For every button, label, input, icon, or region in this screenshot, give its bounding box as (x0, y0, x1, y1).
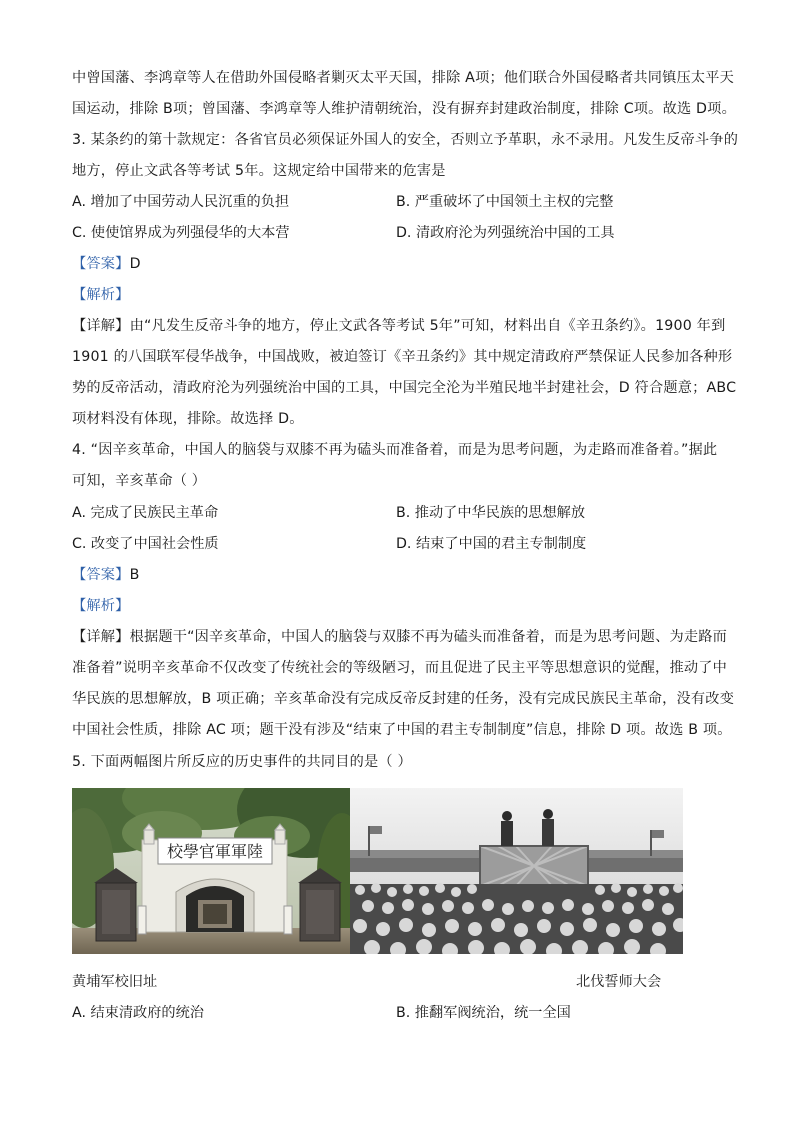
q4-stem-line-2: 可知，辛亥革命（ ） (72, 473, 207, 489)
q4-analysis-tag: 【解析】 (72, 598, 130, 614)
q4-detail-line-2: 准备着”说明辛亥革命不仅改变了传统社会的等级陋习，而且促进了民主平等思想意识的觉醒，推动了中 (72, 660, 727, 676)
q4-detail-tag: 【详解】 (72, 629, 130, 645)
q4-option-c: C. 改变了中国社会性质 (72, 536, 219, 552)
q3-option-c: C. 使使馆界成为列强侵华的大本营 (72, 225, 290, 241)
q3-option-a: A. 增加了中国劳动人民沉重的负担 (72, 194, 290, 210)
q3-analysis-tag: 【解析】 (72, 287, 130, 303)
q4-detail-line-1: 【详解】根据题干“因辛亥革命，中国人的脑袋与双膝不再为磕头而准备着，而是为思考问题、为走路而 (72, 629, 728, 645)
q4-answer (72, 565, 732, 585)
q3-detail-line-4: 项材料没有体现，排除。故选择 D。 (72, 411, 304, 427)
q3-answer-value: D (129, 256, 141, 272)
q4-stem-line-1: 4. “因辛亥革命，中国人的脑袋与双膝不再为磕头而准备着，而是为思考问题，为走路而准备着。”据此 (72, 442, 718, 458)
q3-detail-tag: 【详解】 (72, 318, 130, 334)
q4-option-b: B. 推动了中华民族的思想解放 (396, 505, 586, 521)
q3-detail-line-1: 【详解】由“凡发生反帝斗争的地方，停止文武各等考试 5年”可知，材料出自《辛丑条约》。1900 年到 (72, 318, 726, 334)
q4-answer-tag: 【答案】 (72, 567, 130, 583)
q4-detail-line-4: 中国社会性质，排除 AC 项；题干没有涉及“结束了中国的君主专制制度”信息，排除 D 项。故选 B 项。 (72, 722, 732, 738)
svg-text:校學官軍軍陸: 校學官軍軍陸 (166, 842, 264, 861)
prev-explanation-line-2: 国运动，排除 B项；曾国藩、李鸿章等人维护清朝统治，没有摒弃封建政治制度，排除 C项。故选 D项。 (72, 101, 736, 117)
q4-answer-value: B (129, 567, 140, 583)
q5-option-a: A. 结束清政府的统治 (72, 1005, 204, 1021)
photo-northern-expedition-rally (350, 788, 683, 954)
q3-detail-line-3: 势的反帝活动，清政府沦为列强统治中国的工具，中国完全沦为半殖民地半封建社会，D 符合题意；ABC (72, 380, 737, 396)
q3-detail-line-2: 1901 的八国联军侵华战争，中国战败，被迫签订《辛丑条约》其中规定清政府严禁保证人民参加各种形 (72, 349, 733, 365)
photo-whampoa-academy (72, 788, 350, 954)
q5-stem: 5. 下面两幅图片所反应的历史事件的共同目的是（ ） (72, 754, 412, 770)
q3-answer-tag: 【答案】 (72, 256, 130, 272)
q3-stem-line-2: 地方，停止文武各等考试 5年。这规定给中国带来的危害是 (72, 163, 446, 179)
q3-option-b: B. 严重破坏了中国领土主权的完整 (396, 194, 614, 210)
photo2-caption: 北伐誓师大会 (576, 974, 662, 990)
prev-explanation-line-1: 中曾国藩、李鸿章等人在借助外国侵略者剿灭太平天国，排除 A项；他们联合外国侵略者共同镇压太平天 (72, 70, 735, 86)
q3-option-d: D. 清政府沦为列强统治中国的工具 (396, 225, 615, 241)
q3-answer (72, 254, 732, 274)
q4-option-d: D. 结束了中国的君主专制制度 (396, 536, 587, 552)
photo1-caption: 黄埔军校旧址 (72, 974, 158, 990)
q5-option-b: B. 推翻军阀统治，统一全国 (396, 1005, 571, 1021)
q4-detail-line-3: 华民族的思想解放，B 项正确；辛亥革命没有完成反帝反封建的任务，没有完成民族民主革命，没有改变 (72, 691, 735, 707)
q4-option-a: A. 完成了民族民主革命 (72, 505, 219, 521)
q3-stem-line-1: 3. 某条约的第十款规定：各省官员必须保证外国人的安全，否则立予革职，永不录用。凡发生反帝斗争的 (72, 132, 739, 148)
